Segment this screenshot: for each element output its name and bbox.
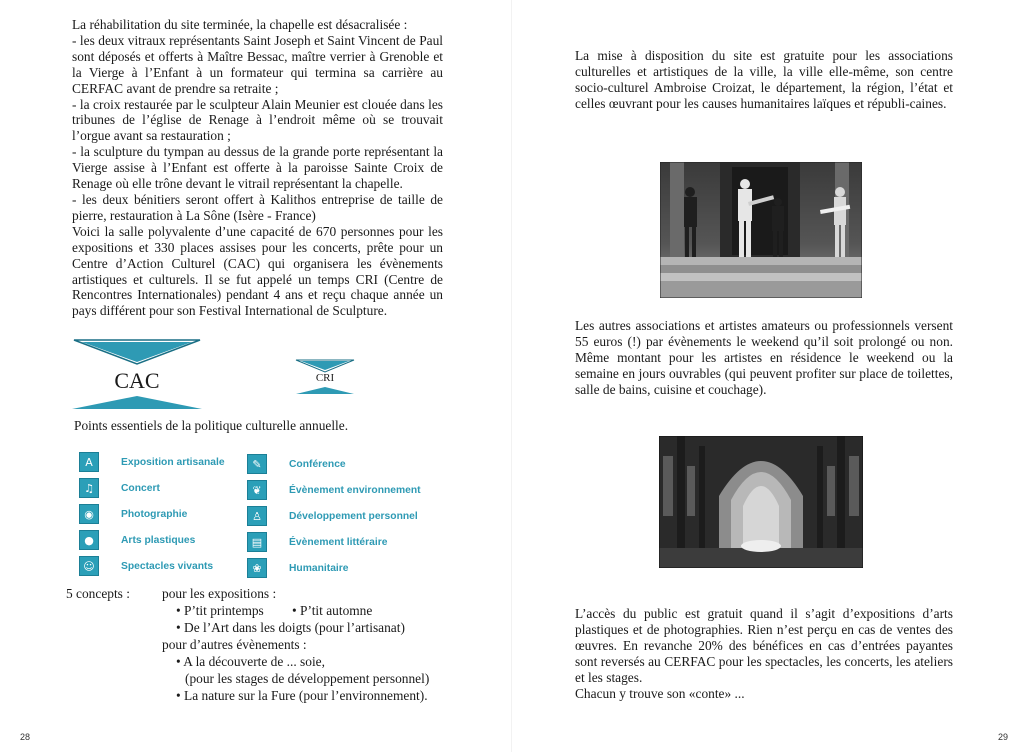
page-number-right: 29 <box>998 732 1009 742</box>
icon-label: Évènement littéraire <box>289 536 388 548</box>
icon-label: Photographie <box>121 508 188 520</box>
concept-item: • P’tit automne <box>292 603 373 618</box>
paint-drop-icon: ● <box>79 530 99 550</box>
icon-label: Exposition artisanale <box>121 456 225 468</box>
music-note-icon: ♫ <box>79 478 99 498</box>
band-concert-photo <box>660 162 862 298</box>
icon-label: Conférence <box>289 458 346 470</box>
hands-icon: ❀ <box>247 558 267 578</box>
book-icon: ▤ <box>247 532 267 552</box>
exhibitions-heading: pour les expositions : <box>162 586 277 601</box>
intro-line: La réhabilitation du site terminée, la chapelle est désacralisée : <box>72 17 408 32</box>
icon-label: Évènement environnement <box>289 484 421 496</box>
icon-label: Spectacles vivants <box>121 560 214 572</box>
right-page <box>512 0 1024 752</box>
page-number-left: 28 <box>20 732 31 742</box>
croix-paragraph: - la croix restaurée par le sculpteur Alain Meunier est clouée dans les tribunes de l’église de Renage à l’endroit même où se trouvait l’orgue avant sa restauration ; <box>72 96 443 144</box>
theater-mask-icon: ☺ <box>79 556 99 576</box>
concept-item: • De l’Art dans les doigts (pour l’artisanat) <box>176 620 405 635</box>
icon-label: Concert <box>121 482 160 494</box>
icon-label: Développement personnel <box>289 510 418 522</box>
vitraux-paragraph: - les deux vitraux représentants Saint Joseph et Saint Vincent de Paul sont déposés et offerts à Maître Bessac, maître verrier à Grenoble et la Vierge à l’Enfant à un formateur qui termina sa carrière au CERFAC avant de prendre sa retraite ; <box>72 32 443 96</box>
concept-item: • P’tit printemps <box>176 603 264 618</box>
public-access-text: L’accès du public est gratuit quand il s’agit d’expositions d’arts plastiques et de photographies. Rien n’est perçu en cas de ventes des œuvres. En revanche 20% des bénéfices en cas d’entrées payantes sont reversés au CERFAC pour les spectacles, les concerts, les ateliers et les stages. <box>575 606 953 685</box>
concepts-label: 5 concepts : <box>66 586 130 601</box>
free-access-paragraph: La mise à disposition du site est gratuite pour les associations culturelles et artistiques de la ville, la ville elle-même, son centre socio-culturel Ambroise Croizat, le département, la région, l’état et celles œuvrant pour les causes humanitaires laïques et républi-caines. <box>575 48 953 111</box>
cac-logo-text: CAC <box>114 368 160 393</box>
events-heading: pour d’autres évènements : <box>162 637 307 652</box>
benitiers-paragraph: - les deux bénitiers seront offert à Kalithos entreprise de taille de pierre, restauration à La Sône (Isère - France) <box>72 191 443 223</box>
pen-icon: ✎ <box>247 454 267 474</box>
salle-paragraph: Voici la salle polyvalente d’une capacité de 670 personnes pour les expositions et 330 places assises pour les concerts, prête pour un Centre d’Action Culturel (CAC) qui organisera les évènements artistiques et culturels. Il se fut appelé un temps CRI (Centre de Rencontres Internationales) pendant 4 ans et reçu chaque année un pays différent pour son Festival International de Sculpture. <box>72 223 443 319</box>
letter-a-icon: A <box>79 452 99 472</box>
fees-paragraph: Les autres associations et artistes amateurs ou professionnels versent 55 euros (!) par évènements le weekend qu’il soit prolongé ou non. Même montant pour les artistes en résidence le weekend ou la semaine en jours ouvrables (qui peuvent profiter sur place de toilettes, salle de bains, cuisine et couchage). <box>575 318 953 397</box>
policy-title: Points essentiels de la politique culturelle annuelle. <box>74 418 349 433</box>
icon-label: Arts plastiques <box>121 534 196 546</box>
concept-item-note: (pour les stages de développement personnel) <box>185 671 430 686</box>
public-access-paragraph <box>575 606 953 701</box>
concept-item: • La nature sur la Fure (pour l’environnement). <box>176 688 428 703</box>
chapel-interior-photo <box>659 436 863 568</box>
person-icon: ♙ <box>247 506 267 526</box>
concept-item: • A la découverte de ... soie, <box>176 654 325 669</box>
leaf-icon: ❦ <box>247 480 267 500</box>
camera-icon: ◉ <box>79 504 99 524</box>
closing-line: Chacun y trouve son «conte» ... <box>575 685 745 701</box>
icon-label: Humanitaire <box>289 562 349 574</box>
tympan-paragraph: - la sculpture du tympan au dessus de la grande porte représentant la Vierge assise à l’Enfant est offerte à la paroisse Sainte Croix de Renage où elle trône devant le vitrail représentant la chapelle. <box>72 144 443 192</box>
cri-logo-text: CRI <box>315 372 335 384</box>
